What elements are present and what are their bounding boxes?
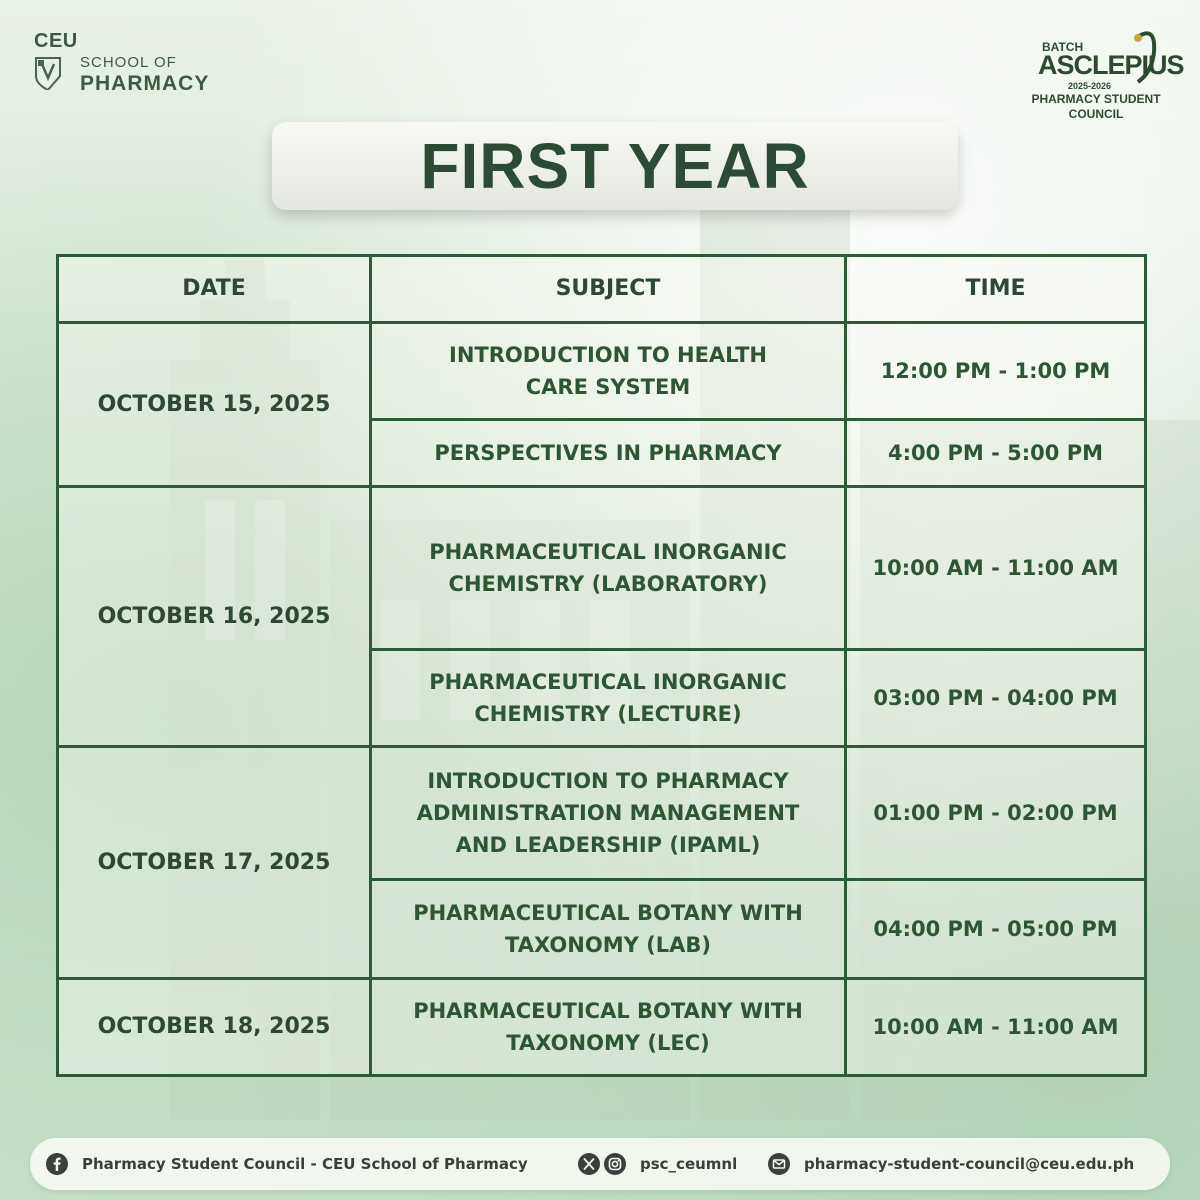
header-time: TIME bbox=[846, 256, 1146, 323]
social-handle-contact[interactable] bbox=[578, 1138, 737, 1190]
time-cell: 4:00 PM - 5:00 PM bbox=[846, 420, 1146, 487]
subject-cell: PHARMACEUTICAL INORGANIC CHEMISTRY (LABORATORY) bbox=[371, 487, 846, 650]
batch-years: 2025-2026 bbox=[1068, 81, 1112, 91]
email-contact[interactable] bbox=[768, 1138, 1134, 1190]
time-cell: 04:00 PM - 05:00 PM bbox=[846, 880, 1146, 979]
batch-asclepius-logo bbox=[1020, 28, 1184, 138]
subject-cell: INTRODUCTION TO PHARMACY ADMINISTRATION MANAGEMENT AND LEADERSHIP (IPAML) bbox=[371, 747, 846, 880]
social-handle: psc_ceumnl bbox=[640, 1155, 738, 1173]
ceu-school-of-pharmacy-logo bbox=[30, 30, 220, 100]
subject-cell: PHARMACEUTICAL INORGANIC CHEMISTRY (LECTURE) bbox=[371, 650, 846, 747]
subject-cell: PERSPECTIVES IN PHARMACY bbox=[371, 420, 846, 487]
date-cell: OCTOBER 17, 2025 bbox=[58, 747, 371, 979]
table-row bbox=[58, 487, 1146, 650]
facebook-icon bbox=[46, 1153, 68, 1175]
title-banner bbox=[272, 122, 958, 210]
date-cell: OCTOBER 15, 2025 bbox=[58, 323, 371, 487]
page-title: FIRST YEAR bbox=[420, 130, 810, 202]
time-cell: 10:00 AM - 11:00 AM bbox=[846, 979, 1146, 1076]
table-row bbox=[58, 979, 1146, 1076]
mail-icon bbox=[768, 1153, 790, 1175]
facebook-contact[interactable] bbox=[46, 1138, 528, 1190]
date-cell: OCTOBER 16, 2025 bbox=[58, 487, 371, 747]
council-line-2: COUNCIL bbox=[1068, 107, 1124, 121]
date-cell: OCTOBER 18, 2025 bbox=[58, 979, 371, 1076]
table-row bbox=[58, 323, 1146, 420]
instagram-icon bbox=[604, 1153, 626, 1175]
subject-cell: PHARMACEUTICAL BOTANY WITH TAXONOMY (LAB) bbox=[371, 880, 846, 979]
time-cell: 03:00 PM - 04:00 PM bbox=[846, 650, 1146, 747]
time-cell: 01:00 PM - 02:00 PM bbox=[846, 747, 1146, 880]
school-of-label: SCHOOL OF bbox=[80, 54, 177, 71]
subject-cell: PHARMACEUTICAL BOTANY WITH TAXONOMY (LEC) bbox=[371, 979, 846, 1076]
header-date: DATE bbox=[58, 256, 371, 323]
ceu-wordmark: CEU bbox=[34, 30, 78, 52]
pharmacy-label: PHARMACY bbox=[80, 72, 210, 95]
subject-cell: INTRODUCTION TO HEALTH CARE SYSTEM bbox=[371, 323, 846, 420]
council-line-1: PHARMACY STUDENT bbox=[1031, 92, 1161, 106]
table-row bbox=[58, 747, 1146, 880]
time-cell: 12:00 PM - 1:00 PM bbox=[846, 323, 1146, 420]
table-header-row bbox=[58, 256, 1146, 323]
x-icon bbox=[578, 1153, 600, 1175]
email-address: pharmacy-student-council@ceu.edu.ph bbox=[804, 1155, 1135, 1173]
ceu-shield-icon bbox=[34, 56, 62, 90]
batch-label: BATCH bbox=[1042, 40, 1084, 54]
time-cell: 10:00 AM - 11:00 AM bbox=[846, 487, 1146, 650]
exam-schedule-table bbox=[56, 254, 1147, 1077]
header-subject: SUBJECT bbox=[371, 256, 846, 323]
facebook-page-name: Pharmacy Student Council - CEU School of Pharmacy bbox=[82, 1155, 528, 1173]
asclepius-label: ASCLEPIUS bbox=[1038, 50, 1184, 80]
contact-footer bbox=[30, 1138, 1170, 1190]
